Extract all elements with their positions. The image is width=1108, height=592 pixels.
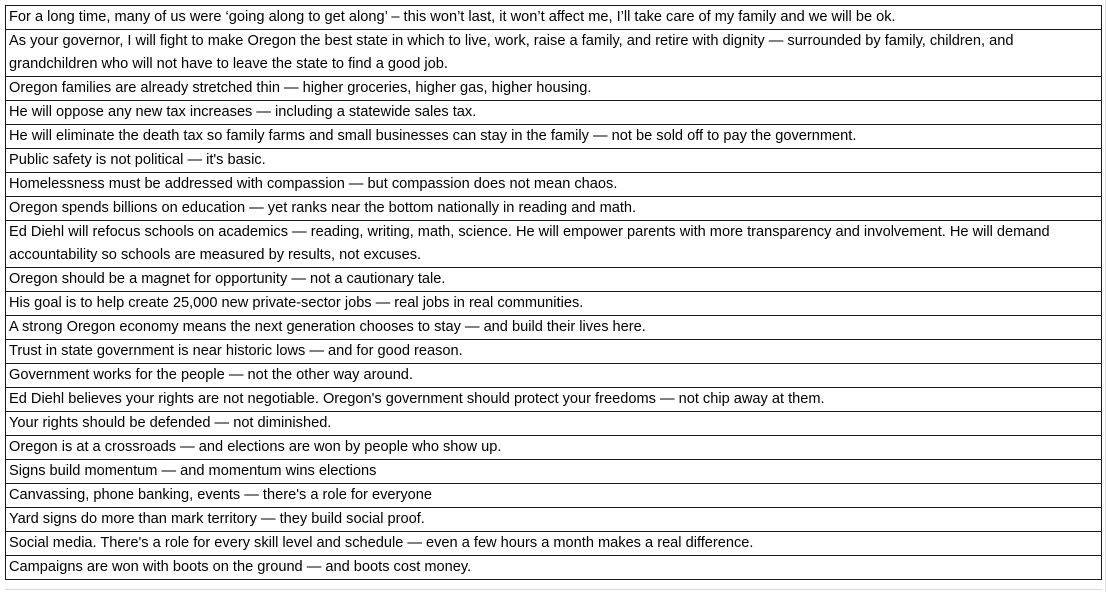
cell[interactable]: Oregon is at a crossroads — and elections are won by people who show up. — [6, 436, 1102, 460]
cell-column — [5, 5, 1102, 580]
cell[interactable]: As your governor, I will fight to make Oregon the best state in which to live, work, raise a family, and retire with dignity — surrounded by family, children, and grandchildren who will not have to leave the state to find a good job. — [6, 30, 1102, 77]
cell[interactable]: A strong Oregon economy means the next generation chooses to stay — and build their lives here. — [6, 316, 1102, 340]
table-row — [6, 30, 1102, 77]
cell[interactable]: Oregon should be a magnet for opportunity — not a cautionary tale. — [6, 268, 1102, 292]
cell[interactable]: Trust in state government is near historic lows — and for good reason. — [6, 340, 1102, 364]
cell[interactable]: Homelessness must be addressed with compassion — but compassion does not mean chaos. — [6, 173, 1102, 197]
table-row — [6, 149, 1102, 173]
table-row — [6, 101, 1102, 125]
table-row — [6, 484, 1102, 508]
cell[interactable]: Ed Diehl believes your rights are not negotiable. Oregon's government should protect your freedoms — not chip away at them. — [6, 388, 1102, 412]
table-row — [6, 340, 1102, 364]
table-row — [6, 508, 1102, 532]
cell[interactable]: He will oppose any new tax increases — including a statewide sales tax. — [6, 101, 1102, 125]
table-row — [6, 532, 1102, 556]
cell[interactable]: Oregon families are already stretched thin — higher groceries, higher gas, higher housing. — [6, 77, 1102, 101]
cell[interactable]: Signs build momentum — and momentum wins elections — [6, 460, 1102, 484]
table-row — [6, 436, 1102, 460]
cell[interactable]: Your rights should be defended — not diminished. — [6, 412, 1102, 436]
table-row — [6, 556, 1102, 580]
table-row — [6, 125, 1102, 149]
gridline-vertical — [1105, 0, 1106, 592]
table-row — [6, 412, 1102, 436]
gridline-horizontal — [5, 589, 1102, 590]
cell[interactable]: Public safety is not political — it's basic. — [6, 149, 1102, 173]
table-row — [6, 316, 1102, 340]
table-row — [6, 388, 1102, 412]
cell[interactable]: Yard signs do more than mark territory — they build social proof. — [6, 508, 1102, 532]
table-row — [6, 364, 1102, 388]
table-row — [6, 460, 1102, 484]
table-row — [6, 268, 1102, 292]
cell[interactable]: He will eliminate the death tax so family farms and small businesses can stay in the family — not be sold off to pay the government. — [6, 125, 1102, 149]
table-row — [6, 292, 1102, 316]
table-row — [6, 77, 1102, 101]
cell[interactable]: For a long time, many of us were ‘going along to get along’ – this won’t last, it won’t affect me, I’ll take care of my family and we will be ok. — [6, 6, 1102, 30]
table-row — [6, 197, 1102, 221]
cell[interactable]: Ed Diehl will refocus schools on academics — reading, writing, math, science. He will empower parents with more transparency and involvement. He will demand accountability so schools are measured by results, not excuses. — [6, 221, 1102, 268]
table-row — [6, 6, 1102, 30]
cell[interactable]: Social media. There's a role for every skill level and schedule — even a few hours a month makes a real difference. — [6, 532, 1102, 556]
cell[interactable]: Canvassing, phone banking, events — there's a role for everyone — [6, 484, 1102, 508]
cell[interactable]: Government works for the people — not the other way around. — [6, 364, 1102, 388]
cell[interactable]: Campaigns are won with boots on the ground — and boots cost money. — [6, 556, 1102, 580]
table-row — [6, 221, 1102, 268]
table-row — [6, 173, 1102, 197]
cell[interactable]: His goal is to help create 25,000 new private-sector jobs — real jobs in real communities. — [6, 292, 1102, 316]
cell[interactable]: Oregon spends billions on education — yet ranks near the bottom nationally in reading and math. — [6, 197, 1102, 221]
